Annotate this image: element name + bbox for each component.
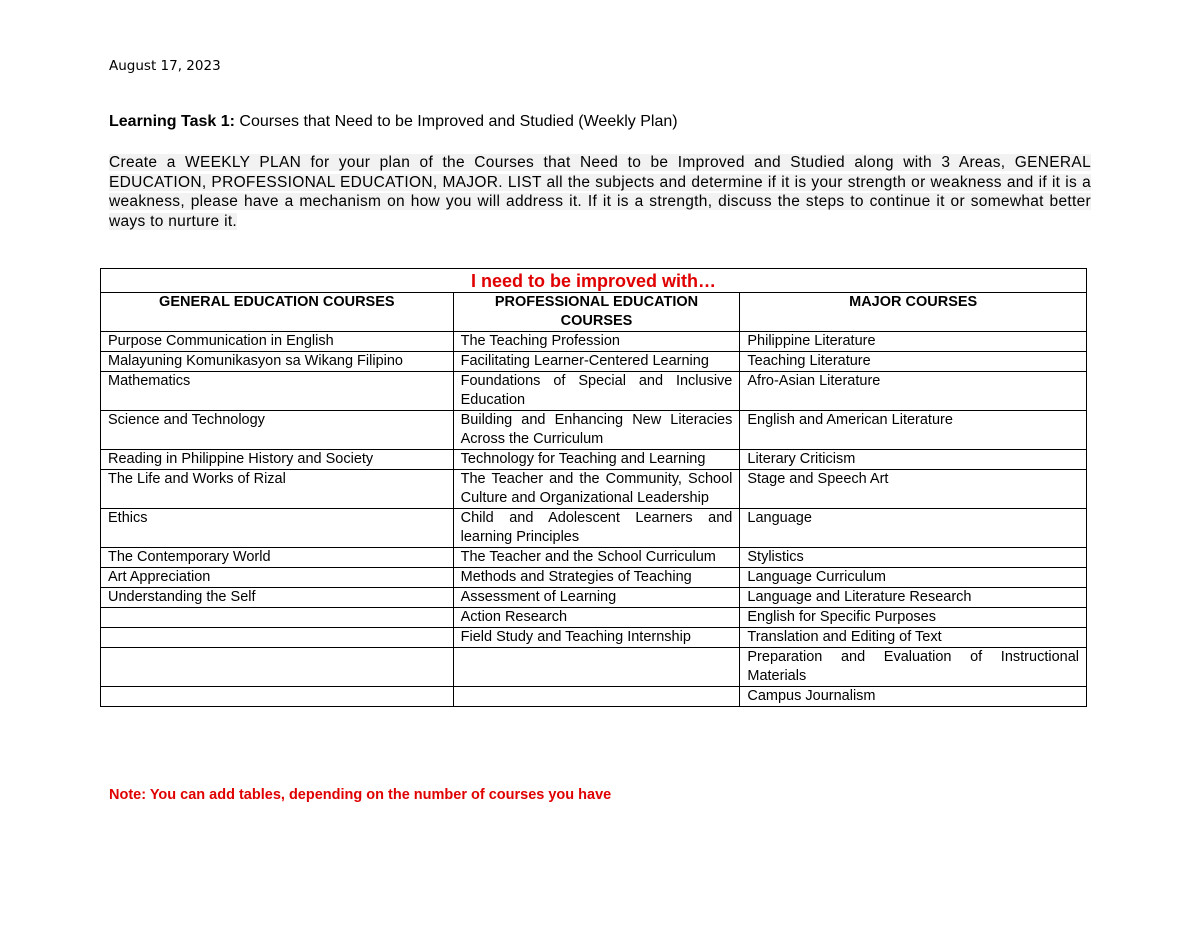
- general-education-cell: Ethics: [101, 509, 454, 548]
- general-education-cell: [101, 687, 454, 707]
- table-row: [101, 588, 1087, 608]
- major-course-cell: Afro-Asian Literature: [740, 372, 1087, 411]
- general-education-cell: [101, 648, 454, 687]
- header-general-education: GENERAL EDUCATION COURSES: [101, 293, 454, 332]
- table-header-row: [101, 293, 1087, 332]
- general-education-cell: Art Appreciation: [101, 568, 454, 588]
- major-course-cell: Language: [740, 509, 1087, 548]
- major-course-cell: Preparation and Evaluation of Instructional Materials: [740, 648, 1087, 687]
- major-course-cell: English and American Literature: [740, 411, 1087, 450]
- instructions-text: Create a WEEKLY PLAN for your plan of the Courses that Need to be Improved and Studied along with 3 Areas, GENERAL EDUCATION, PROFESSIONAL EDUCATION, MAJOR. LIST all the subjects and determine if it is your strength or weakness and if it is a weakness, please have a mechanism on how you will address it. If it is a strength, discuss the steps to continue it or somewhat better ways to nurture it.: [109, 154, 1091, 230]
- table-body: [101, 332, 1087, 707]
- major-course-cell: Campus Journalism: [740, 687, 1087, 707]
- professional-education-cell: Technology for Teaching and Learning: [453, 450, 740, 470]
- professional-education-cell: Facilitating Learner-Centered Learning: [453, 352, 740, 372]
- professional-education-cell: Assessment of Learning: [453, 588, 740, 608]
- task-heading: [109, 113, 1099, 131]
- table-note: Note: You can add tables, depending on the number of courses you have: [109, 787, 612, 803]
- professional-education-cell: Action Research: [453, 608, 740, 628]
- table-row: [101, 608, 1087, 628]
- table-banner-row: [101, 269, 1087, 293]
- table-row: [101, 687, 1087, 707]
- professional-education-cell: [453, 687, 740, 707]
- professional-education-cell: Field Study and Teaching Internship: [453, 628, 740, 648]
- major-course-cell: Teaching Literature: [740, 352, 1087, 372]
- professional-education-cell: Building and Enhancing New Literacies Across the Curriculum: [453, 411, 740, 450]
- header-professional-education: PROFESSIONAL EDUCATION COURSES: [453, 293, 740, 332]
- professional-education-cell: Methods and Strategies of Teaching: [453, 568, 740, 588]
- professional-education-cell: The Teaching Profession: [453, 332, 740, 352]
- general-education-cell: Understanding the Self: [101, 588, 454, 608]
- table-row: [101, 548, 1087, 568]
- task-instructions: [109, 153, 1091, 231]
- table-row: [101, 411, 1087, 450]
- general-education-cell: The Contemporary World: [101, 548, 454, 568]
- table-row: [101, 372, 1087, 411]
- major-course-cell: Translation and Editing of Text: [740, 628, 1087, 648]
- general-education-cell: The Life and Works of Rizal: [101, 470, 454, 509]
- task-title: Courses that Need to be Improved and Studied (Weekly Plan): [234, 113, 678, 130]
- general-education-cell: Science and Technology: [101, 411, 454, 450]
- professional-education-cell: The Teacher and the Community, School Culture and Organizational Leadership: [453, 470, 740, 509]
- professional-education-cell: Foundations of Special and Inclusive Education: [453, 372, 740, 411]
- document-date: August 17, 2023: [109, 58, 221, 74]
- table-row: [101, 352, 1087, 372]
- general-education-cell: Malayuning Komunikasyon sa Wikang Filipino: [101, 352, 454, 372]
- major-course-cell: Literary Criticism: [740, 450, 1087, 470]
- table-row: [101, 332, 1087, 352]
- general-education-cell: [101, 608, 454, 628]
- task-label: Learning Task 1:: [109, 113, 235, 130]
- professional-education-cell: [453, 648, 740, 687]
- major-course-cell: Philippine Literature: [740, 332, 1087, 352]
- professional-education-cell: The Teacher and the School Curriculum: [453, 548, 740, 568]
- table-row: [101, 568, 1087, 588]
- table-row: [101, 628, 1087, 648]
- table-row: [101, 450, 1087, 470]
- major-course-cell: Language and Literature Research: [740, 588, 1087, 608]
- table-row: [101, 509, 1087, 548]
- table-row: [101, 470, 1087, 509]
- general-education-cell: Purpose Communication in English: [101, 332, 454, 352]
- general-education-cell: Reading in Philippine History and Society: [101, 450, 454, 470]
- professional-education-cell: Child and Adolescent Learners and learning Principles: [453, 509, 740, 548]
- major-course-cell: Stylistics: [740, 548, 1087, 568]
- header-major-courses: MAJOR COURSES: [740, 293, 1087, 332]
- table-banner: I need to be improved with…: [101, 269, 1087, 293]
- general-education-cell: Mathematics: [101, 372, 454, 411]
- table-row: [101, 648, 1087, 687]
- courses-table: [100, 268, 1087, 707]
- major-course-cell: English for Specific Purposes: [740, 608, 1087, 628]
- general-education-cell: [101, 628, 454, 648]
- major-course-cell: Language Curriculum: [740, 568, 1087, 588]
- major-course-cell: Stage and Speech Art: [740, 470, 1087, 509]
